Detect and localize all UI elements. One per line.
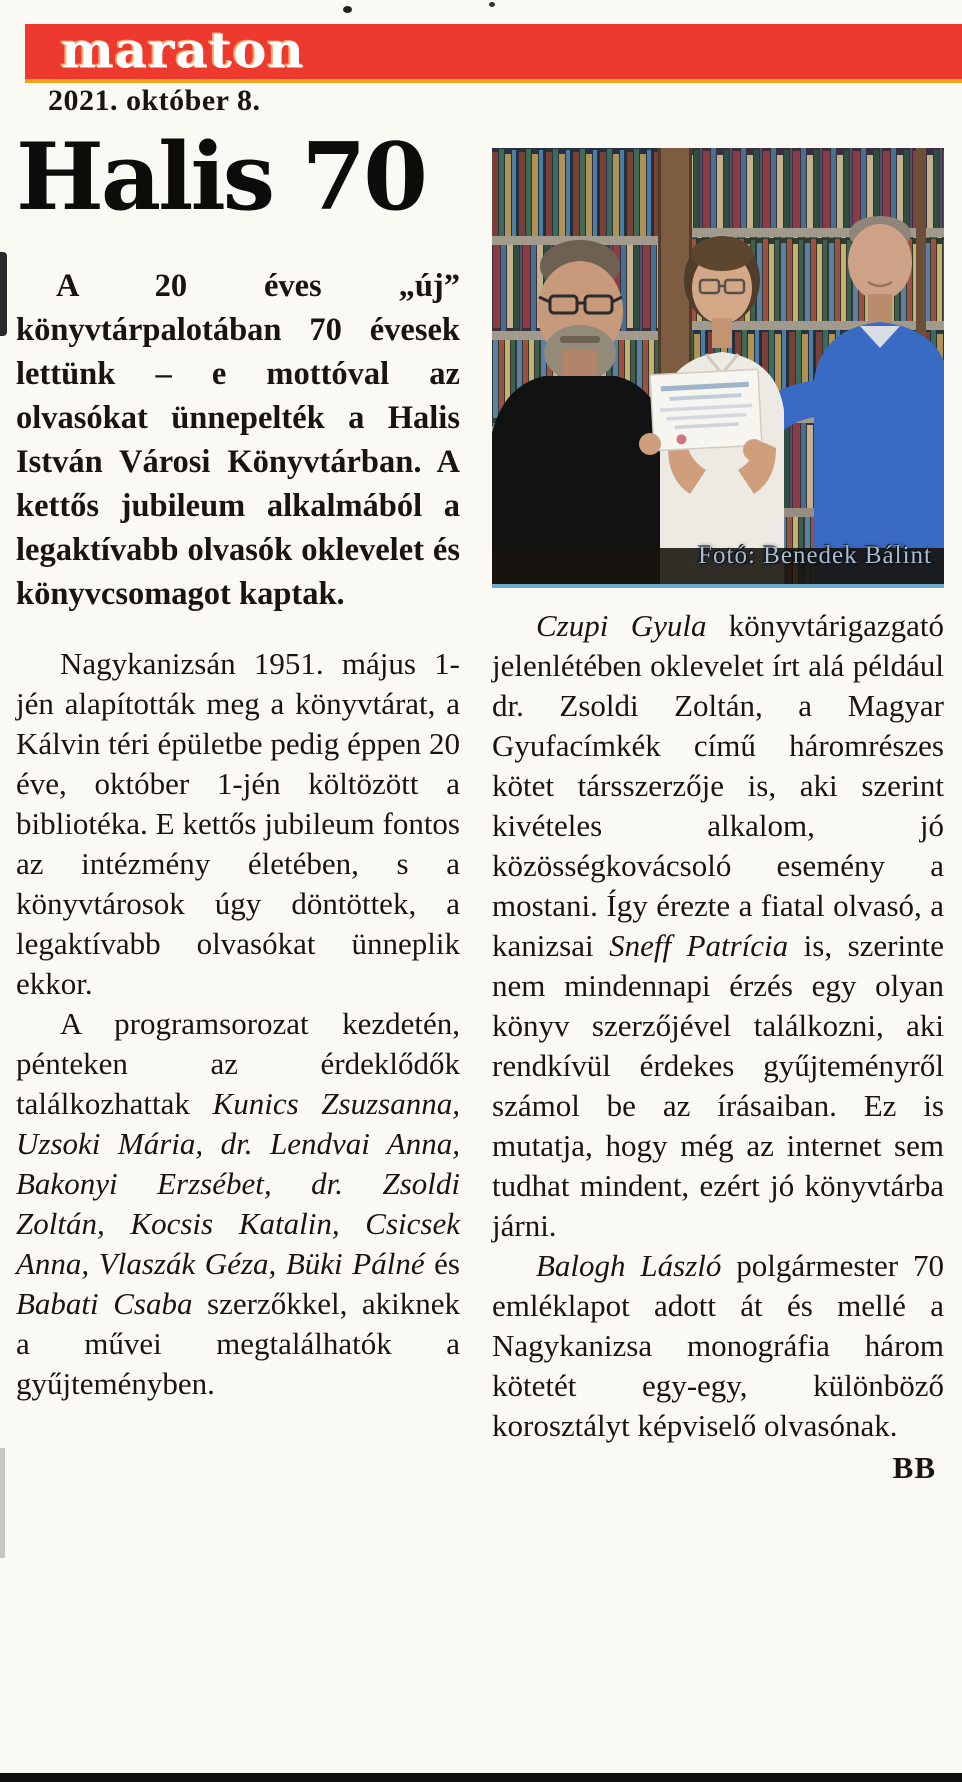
scan-artifact xyxy=(489,2,495,7)
masthead-banner xyxy=(25,20,962,83)
page-bottom-edge xyxy=(0,1773,962,1782)
library-photo-illustration xyxy=(492,148,944,584)
left-column-text xyxy=(16,264,460,1404)
article-headline: Halis 70 xyxy=(16,122,425,231)
author-initials: BB xyxy=(892,1450,936,1485)
paragraph: Balogh László polgármester 70 emléklapot adott át és mellé a Nagykanizsa monográfia három kötetét egy-egy, különböző korosztályt képviselő olvasónak. xyxy=(492,1248,945,1443)
left-column xyxy=(16,116,460,1404)
scan-artifact xyxy=(0,252,7,336)
masthead-title: maraton xyxy=(61,20,305,80)
paragraph: Nagykanizsán 1951. május 1-jén alapították meg a könyvtárat, a Kálvin téri épületbe pedig éppen 20 éve, október 1-jén költözött a bibliotéka. E kettős jubileum fontos az intézmény életében, s a könyvtárosok úgy döntöttek, a legaktívabb olvasókat ünneplik ekkor. xyxy=(16,646,460,1001)
article-photo xyxy=(492,148,944,588)
photo-credit: Fotó: Benedek Bálint xyxy=(698,542,932,569)
paragraph: Czupi Gyula könyvtárigazgató jelenlétében oklevelet írt alá például dr. Zsoldi Zoltán, a Magyar Gyufacímkék című háromrészes kötet társszerzője is, aki szerint kivételes alkalom, jó közösségkovácsoló esemény a mostani. Így érezte a fiatal olvasó, a kanizsai Sneff Patrícia is, szerinte nem mindennapi érzés egy olyan könyv szerzőjével találkozni, aki rendkívül érdekes gyűjteményről számol be az írásaiban. Ez is mutatja, hogy még az internet sem tudhat mindent, ezért jó könyvtárba járni. xyxy=(492,608,944,1243)
right-column xyxy=(492,148,944,1486)
scan-artifact xyxy=(0,1448,5,1558)
scan-artifact xyxy=(343,6,352,13)
right-column-text xyxy=(492,606,944,1446)
paragraph: A 20 éves „új” könyvtárpalotában 70 évesek lettünk – e mottóval az olvasókat ünnepelték a Halis István Városi Könyvtárban. A kettős jubileum alkalmából a legaktívabb olvasók oklevelet és könyvcsomagot kaptak. xyxy=(16,268,460,612)
paragraph: A programsorozat kezdetén, pénteken az érdeklődők találkozhattak Kunics Zsuzsanna, Uzsoki Mária, dr. Lendvai Anna, Bakonyi Erzsébet, dr. Zsoldi Zoltán, Kocsis Katalin, Csicsek Anna, Vlaszák Géza, Büki Pálné és Babati Csaba szerzőkkel, akiknek a művei megtalálhatók a gyűjteményben. xyxy=(16,1006,461,1401)
certificate xyxy=(650,369,762,451)
issue-date: 2021. október 8. xyxy=(48,84,261,117)
